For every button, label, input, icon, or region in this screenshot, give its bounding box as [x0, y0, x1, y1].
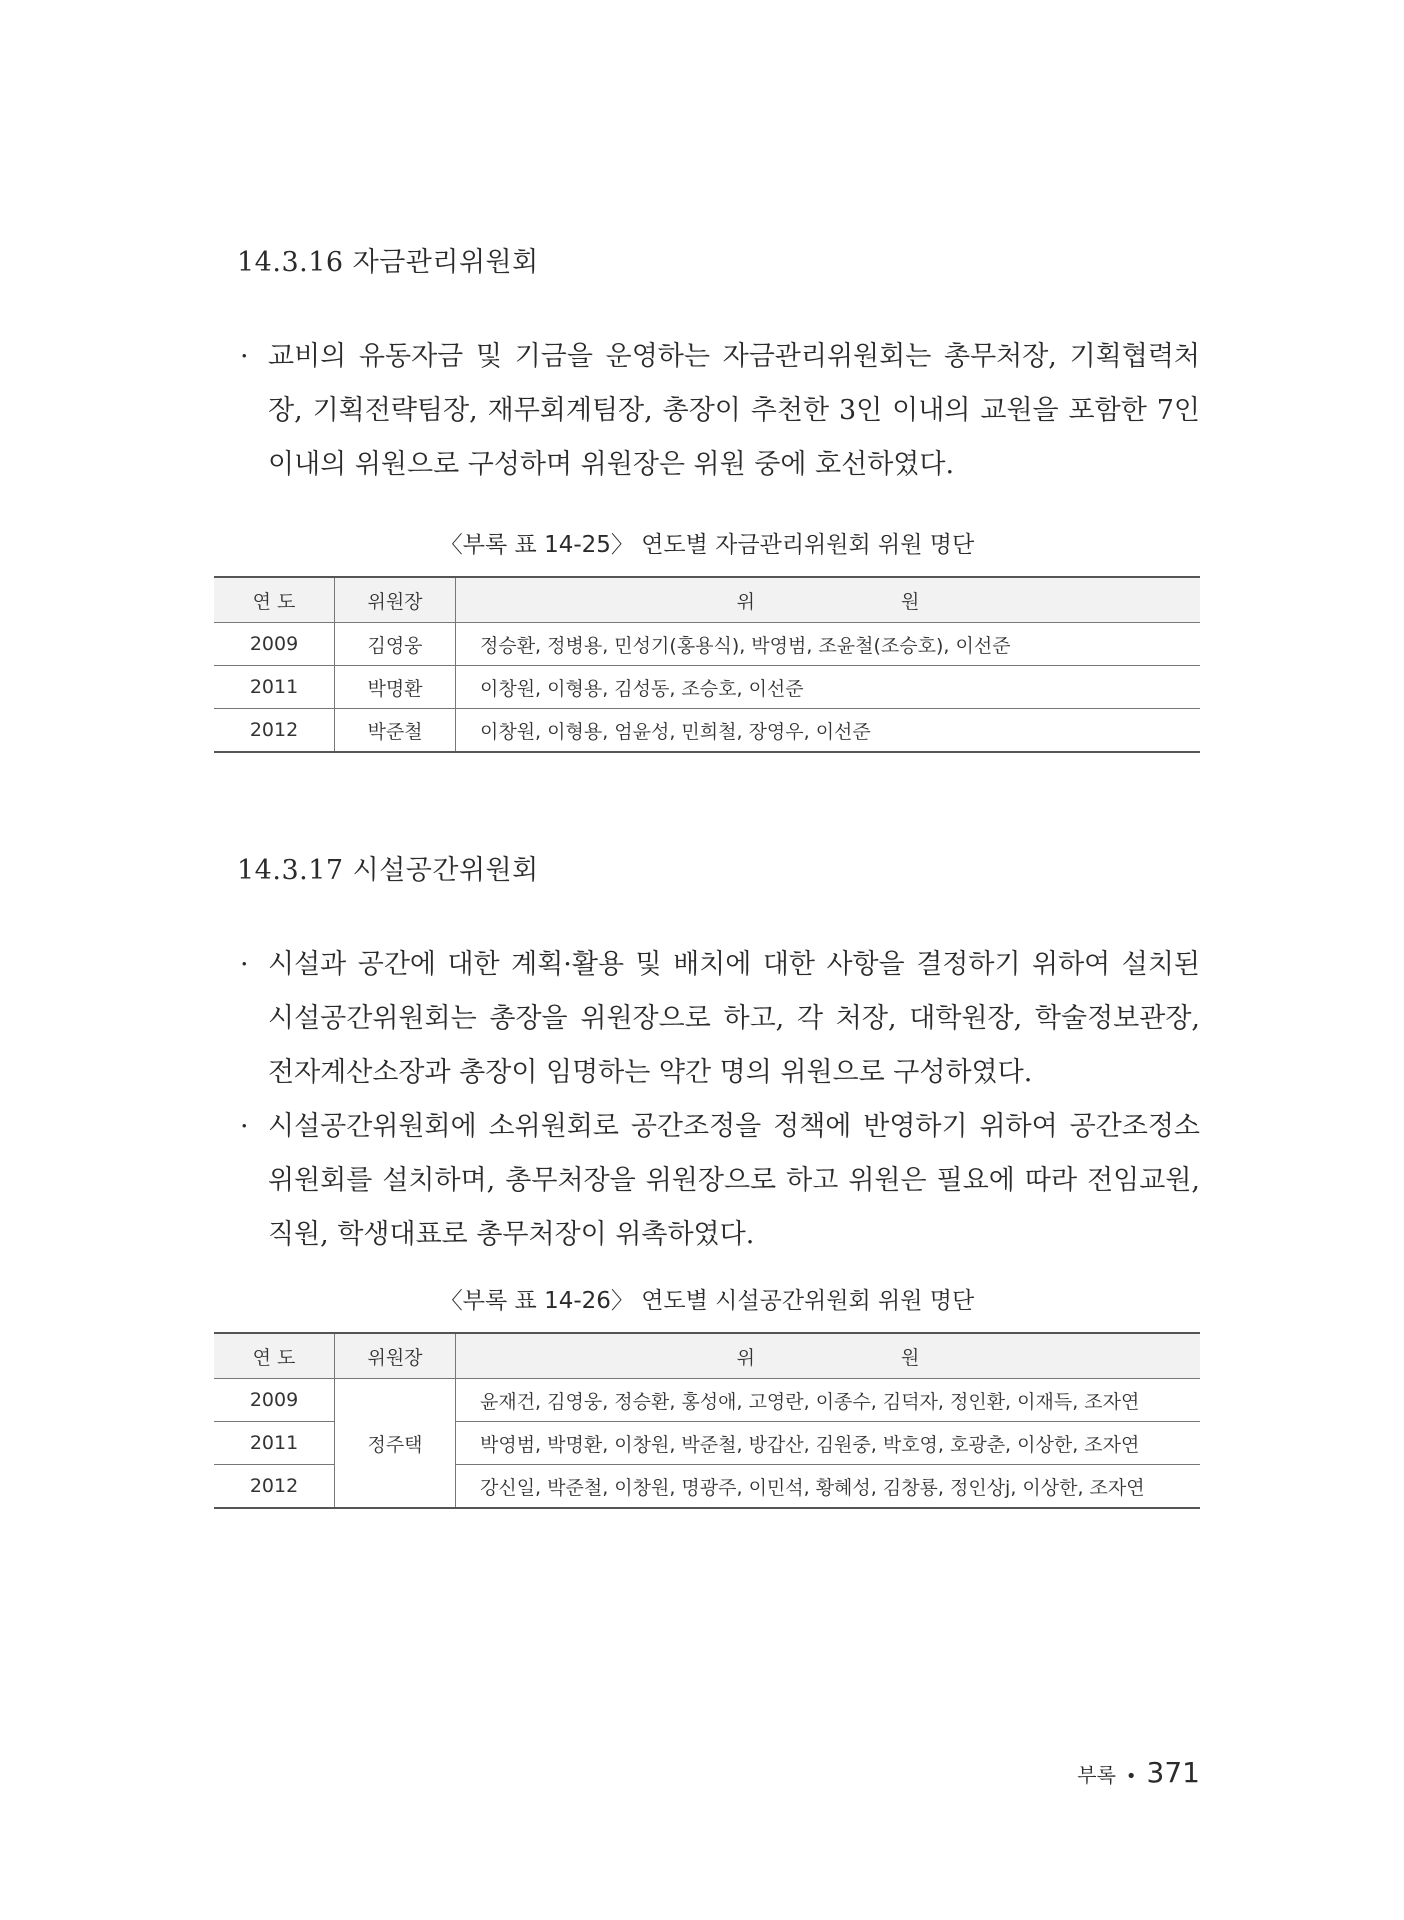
members-cell: 박영범, 박명환, 이창원, 박준철, 방갑산, 김원중, 박호영, 호광춘, 이상한, 조자연: [456, 1422, 1201, 1465]
bullet-text: 시설과 공간에 대한 계획·활용 및 배치에 대한 사항을 결정하기 위하여 설치된 시설공간위원회는 총장을 위원장으로 하고, 각 처장, 대학원장, 학술정보관장, 전자계산소장과 총장이 임명하는 약간 명의 위원으로 구성하였다.: [268, 949, 1200, 1088]
section-title-fund-committee: 14.3.16 자금관리위원회: [237, 247, 539, 278]
bullet-text: 교비의 유동자금 및 기금을 운영하는 자금관리위원회는 총무처장, 기획협력처장, 기획전략팀장, 재무회계팀장, 총장이 추천한 3인 이내의 교원을 포함한 7인 이내의 위원으로 구성하며 위원장은 위원 중에 호선하였다.: [268, 341, 1200, 480]
chair-cell: 정주택: [335, 1379, 456, 1509]
year-cell: 2012: [214, 709, 335, 753]
year-cell: 2012: [214, 1465, 335, 1509]
fund-committee-description: [240, 330, 1200, 492]
members-cell: 정승환, 정병용, 민성기(홍용식), 박영범, 조윤철(조승호), 이선준: [456, 623, 1201, 666]
table-header-row: [214, 577, 1200, 623]
year-cell: 2011: [214, 1422, 335, 1465]
table-caption-fund-committee: 〈부록 표 14-25〉 연도별 자금관리위원회 위원 명단: [439, 532, 975, 558]
column-header-year: 연 도: [214, 577, 335, 623]
year-cell: 2009: [214, 1379, 335, 1422]
column-header-members: 위 원: [456, 1333, 1201, 1379]
year-cell: 2011: [214, 666, 335, 709]
column-header-chair: 위원장: [335, 577, 456, 623]
table-row: [214, 623, 1200, 666]
bullet-item: [240, 1100, 1200, 1262]
bullet-item: [240, 330, 1200, 492]
members-cell: 윤재건, 김영웅, 정승환, 홍성애, 고영란, 이종수, 김덕자, 정인환, 이재득, 조자연: [456, 1379, 1201, 1422]
bullet-dot: ·: [240, 949, 249, 980]
chair-cell: 박명환: [335, 666, 456, 709]
bullet-dot: ·: [240, 1111, 249, 1142]
fund-committee-roster-table: [214, 576, 1200, 753]
members-cell: 강신일, 박준철, 이창원, 명광주, 이민석, 황혜성, 김창룡, 정인상j, 이상한, 조자연: [456, 1465, 1201, 1509]
page-number: 371: [1146, 1756, 1200, 1789]
members-cell: 이창원, 이형용, 엄윤성, 민희철, 장영우, 이선준: [456, 709, 1201, 753]
year-cell: 2009: [214, 623, 335, 666]
column-header-year: 연 도: [214, 1333, 335, 1379]
table-row: [214, 666, 1200, 709]
facilities-committee-description: [240, 938, 1200, 1262]
table-row: [214, 1379, 1200, 1422]
footer-label: 부록: [1077, 1763, 1116, 1787]
table-caption-facilities-committee: 〈부록 표 14-26〉 연도별 시설공간위원회 위원 명단: [439, 1288, 975, 1314]
column-header-chair: 위원장: [335, 1333, 456, 1379]
bullet-dot: ·: [240, 341, 249, 372]
table-header-row: [214, 1333, 1200, 1379]
members-cell: 이창원, 이형용, 김성동, 조승호, 이선준: [456, 666, 1201, 709]
section-title-facilities-committee: 14.3.17 시설공간위원회: [237, 855, 539, 886]
chair-cell: 박준철: [335, 709, 456, 753]
page-footer: [1077, 1756, 1200, 1789]
facilities-committee-roster-table: [214, 1332, 1200, 1509]
table-row: [214, 709, 1200, 753]
column-header-members: 위 원: [456, 577, 1201, 623]
bullet-item: [240, 938, 1200, 1100]
footer-separator: •: [1125, 1766, 1137, 1787]
chair-cell: 김영웅: [335, 623, 456, 666]
bullet-text: 시설공간위원회에 소위원회로 공간조정을 정책에 반영하기 위하여 공간조정소위원회를 설치하며, 총무처장을 위원장으로 하고 위원은 필요에 따라 전임교원, 직원, 학생대표로 총무처장이 위촉하였다.: [268, 1111, 1200, 1250]
